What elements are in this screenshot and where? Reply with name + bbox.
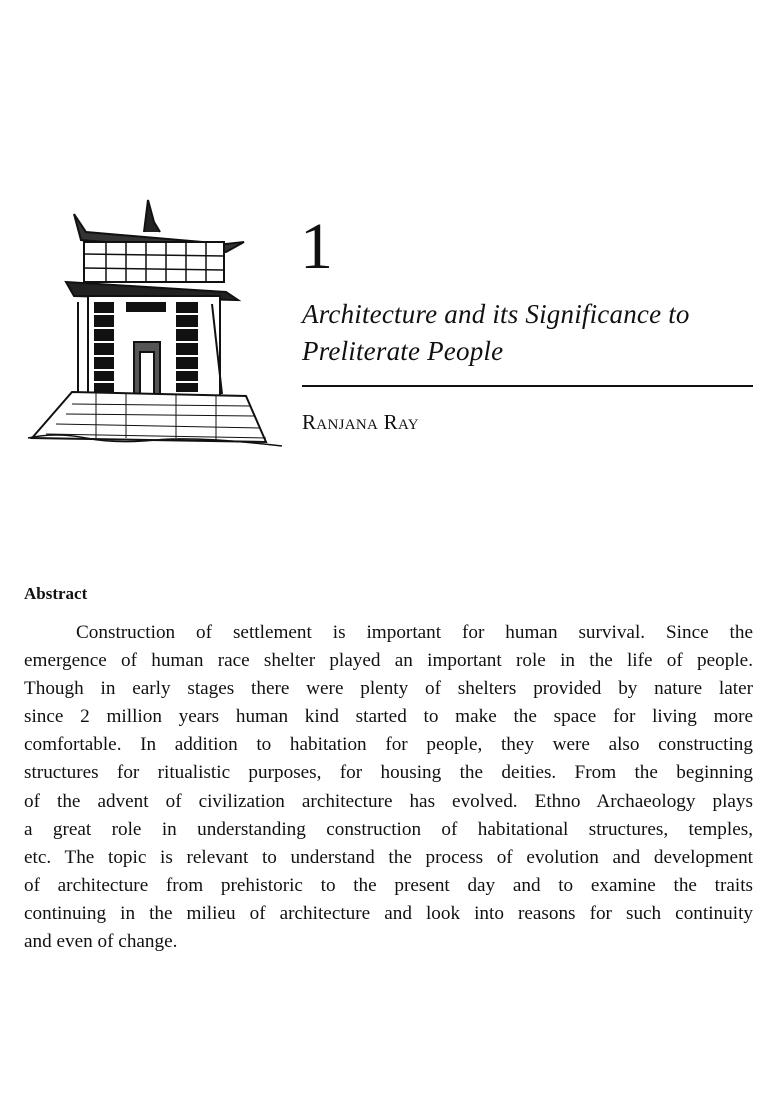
abstract-line: emergence of human race shelter played an important role in the life of people. xyxy=(24,650,753,672)
abstract-line: and even of change. xyxy=(24,931,178,953)
temple-illustration xyxy=(26,192,286,457)
chapter-title xyxy=(302,296,772,370)
chapter-number: 1 xyxy=(300,210,333,283)
abstract-heading: Abstract xyxy=(24,584,88,603)
chapter-author: Ranjana Ray xyxy=(302,410,419,434)
abstract-line: etc. The topic is relevant to understand the process of evolution and development xyxy=(24,846,753,868)
abstract-line: of architecture from prehistoric to the present day and to examine the traits xyxy=(24,874,753,896)
abstract-paragraph xyxy=(24,619,753,956)
title-divider xyxy=(302,385,753,387)
chapter-title-line: Architecture and its Significance to xyxy=(302,299,690,329)
abstract-line: Though in early stages there were plenty of shelters provided by nature later xyxy=(24,678,753,700)
abstract-line: since 2 million years human kind started to make the space for living more xyxy=(24,706,753,728)
abstract-line: continuing in the milieu of architecture and look into reasons for such continuity xyxy=(24,902,753,924)
abstract-line: of the advent of civilization architecture has evolved. Ethno Archaeology plays xyxy=(24,790,753,812)
abstract-line: comfortable. In addition to habitation for people, they were also constructing xyxy=(24,734,753,756)
abstract-line: structures for ritualistic purposes, for housing the deities. From the beginning xyxy=(24,762,753,784)
abstract-line: Construction of settlement is important for human survival. Since the xyxy=(76,622,753,643)
abstract-line: a great role in understanding construction of habitational structures, temples, xyxy=(24,818,753,840)
chapter-title-line: Preliterate People xyxy=(302,336,504,366)
